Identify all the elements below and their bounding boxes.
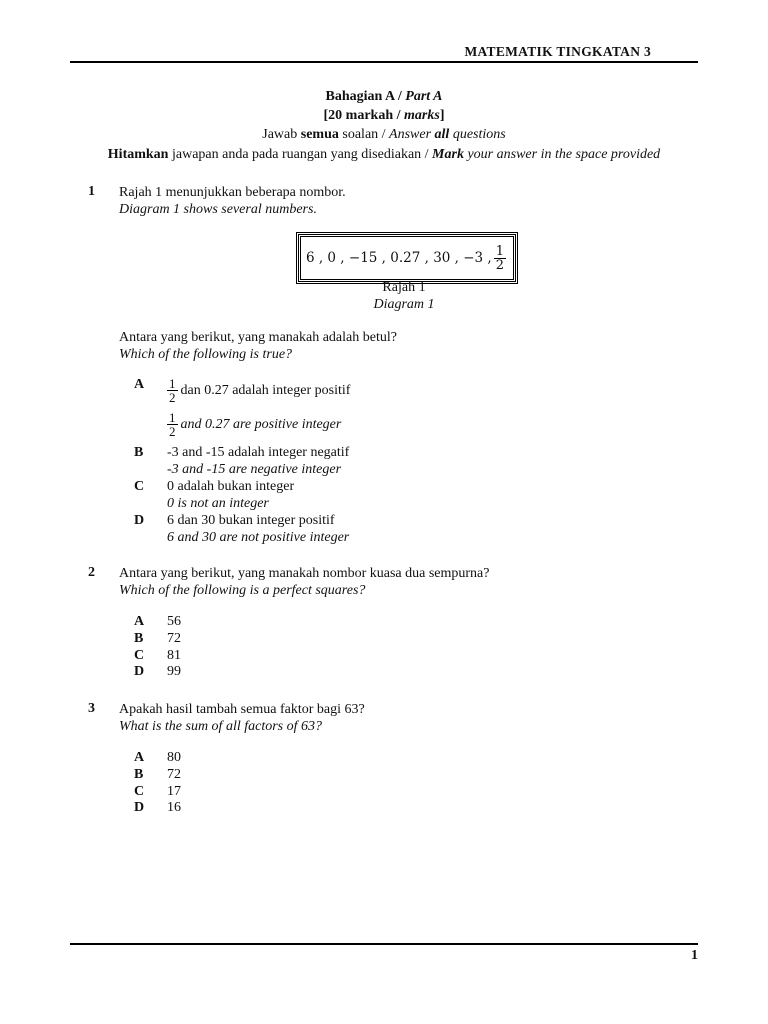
option-letter[interactable]: D bbox=[134, 800, 145, 815]
number-sequence bbox=[306, 245, 508, 272]
option-translation: -3 and -15 are negative integer bbox=[167, 462, 342, 477]
option-value[interactable]: 72 bbox=[167, 631, 181, 646]
question-ask-en: Which of the following is true? bbox=[119, 347, 293, 362]
fraction-half bbox=[167, 411, 178, 438]
fraction-denominator: 2 bbox=[495, 257, 505, 273]
option-text[interactable]: 0 adalah bukan integer bbox=[167, 479, 295, 494]
question-stem-en: Which of the following is a perfect squares? bbox=[119, 583, 366, 598]
fraction-numerator: 1 bbox=[495, 243, 505, 259]
instr1-e: all bbox=[434, 127, 450, 142]
section-part-en: Part A bbox=[405, 89, 443, 104]
option-letter[interactable]: B bbox=[134, 631, 144, 646]
instr1-f: questions bbox=[452, 127, 506, 142]
option-letter[interactable]: A bbox=[134, 750, 145, 765]
marks-ms: [20 markah / bbox=[323, 108, 401, 123]
fraction-numerator: 1 bbox=[169, 376, 176, 391]
instr1-b: semua bbox=[300, 127, 339, 142]
section-marks bbox=[0, 107, 768, 125]
option-letter[interactable]: B bbox=[134, 767, 144, 782]
option-letter[interactable]: D bbox=[134, 664, 145, 679]
question-stem-ms: Antara yang berikut, yang manakah nombor kuasa dua sempurna? bbox=[119, 566, 490, 581]
option-letter[interactable]: C bbox=[134, 648, 145, 663]
option-value[interactable]: 80 bbox=[167, 750, 181, 765]
question-number: 1 bbox=[88, 184, 95, 199]
instruction-answer-all bbox=[0, 126, 768, 144]
option-translation bbox=[167, 411, 341, 438]
option-text[interactable]: 6 dan 30 bukan integer positif bbox=[167, 513, 335, 528]
option-letter[interactable]: A bbox=[134, 614, 145, 629]
question-ask-ms: Antara yang berikut, yang manakah adalah betul? bbox=[119, 330, 397, 345]
page-header-title: MATEMATIK TINGKATAN 3 bbox=[464, 44, 651, 59]
option-value[interactable]: 99 bbox=[167, 664, 181, 679]
sequence-text: 6 , 0 , −15 , 0.27 , 30 , −3 , bbox=[305, 250, 492, 266]
section-title bbox=[0, 88, 768, 106]
instr2-d: your answer in the space provided bbox=[467, 147, 661, 162]
marks-en: marks bbox=[404, 108, 440, 123]
marks-close: ] bbox=[439, 108, 445, 123]
option-letter[interactable]: B bbox=[134, 445, 144, 460]
header-rule bbox=[70, 61, 698, 63]
option-value[interactable]: 81 bbox=[167, 648, 181, 663]
option-text-ms: dan 0.27 adalah integer positif bbox=[180, 382, 351, 398]
fraction-half bbox=[494, 245, 506, 272]
instr2-b: jawapan anda pada ruangan yang disediakan / bbox=[171, 147, 429, 162]
option-value[interactable]: 56 bbox=[167, 614, 181, 629]
option-value[interactable]: 72 bbox=[167, 767, 181, 782]
instr1-c: soalan / bbox=[342, 127, 386, 142]
fraction-numerator: 1 bbox=[169, 410, 176, 425]
option-letter[interactable]: D bbox=[134, 513, 145, 528]
question-stem-en: Diagram 1 shows several numbers. bbox=[119, 202, 317, 217]
fraction-half bbox=[167, 377, 178, 404]
question-stem-en: What is the sum of all factors of 63? bbox=[119, 719, 322, 734]
question-number: 2 bbox=[88, 565, 95, 580]
diagram-number-box bbox=[298, 234, 516, 282]
instr1-d: Answer bbox=[389, 127, 432, 142]
instr2-a: Hitamkan bbox=[107, 147, 169, 162]
diagram-caption-ms: Rajah 1 bbox=[382, 280, 426, 295]
fraction-denominator: 2 bbox=[169, 390, 176, 405]
fraction-denominator: 2 bbox=[169, 424, 176, 439]
option-translation: 0 is not an integer bbox=[167, 496, 269, 511]
instruction-mark-answer bbox=[0, 146, 768, 164]
option-letter[interactable]: C bbox=[134, 479, 145, 494]
diagram-caption-en: Diagram 1 bbox=[373, 297, 435, 312]
option-letter[interactable]: C bbox=[134, 784, 145, 799]
option-text[interactable]: -3 and -15 adalah integer negatif bbox=[167, 445, 350, 460]
section-part-ms: Bahagian A / bbox=[325, 89, 402, 104]
option-text[interactable] bbox=[167, 377, 350, 404]
page-number: 1 bbox=[691, 948, 698, 963]
option-text-en: and 0.27 are positive integer bbox=[180, 416, 342, 432]
footer-rule bbox=[70, 943, 698, 945]
question-number: 3 bbox=[88, 701, 95, 716]
question-stem-ms: Apakah hasil tambah semua faktor bagi 63? bbox=[119, 702, 365, 717]
option-value[interactable]: 16 bbox=[167, 800, 181, 815]
instr2-c: Mark bbox=[432, 147, 464, 162]
question-stem-ms: Rajah 1 menunjukkan beberapa nombor. bbox=[119, 185, 346, 200]
option-translation: 6 and 30 are not positive integer bbox=[167, 530, 350, 545]
instr1-a: Jawab bbox=[262, 127, 298, 142]
option-value[interactable]: 17 bbox=[167, 784, 181, 799]
option-letter[interactable]: A bbox=[134, 377, 145, 392]
